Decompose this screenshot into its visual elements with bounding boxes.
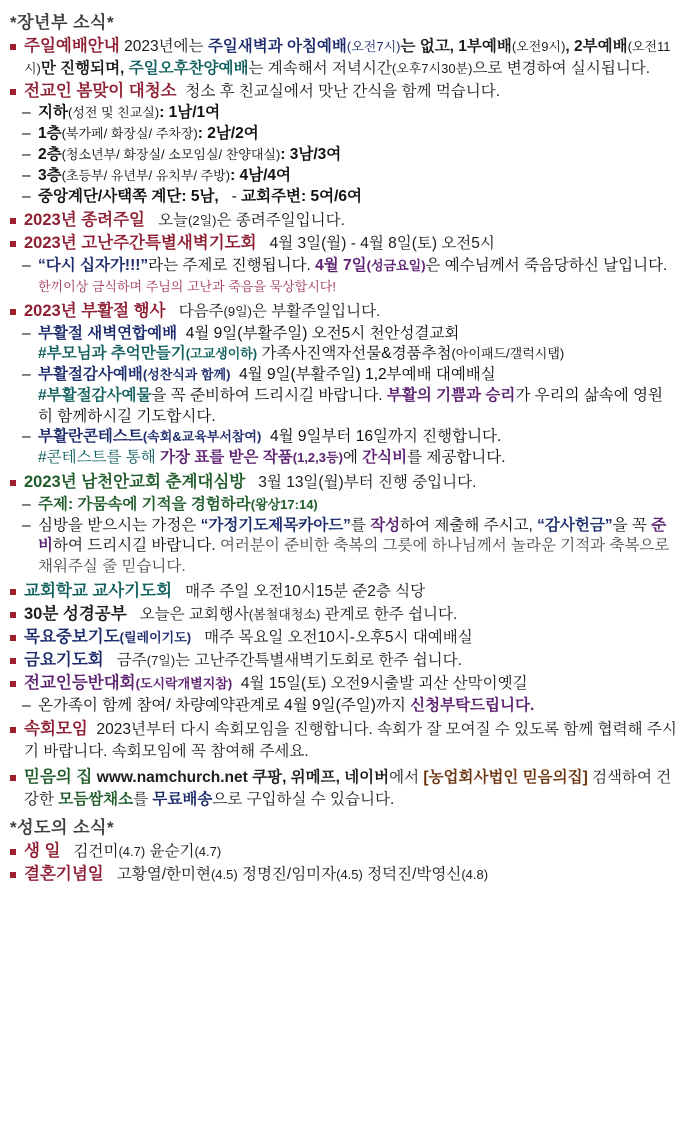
- passion-text-2: 라는 주제로 진행됩니다.: [148, 257, 316, 275]
- square-bullet-icon: [10, 44, 16, 50]
- entry-spring-visitation: [8, 472, 677, 494]
- easter-note-1: #부모님과 추억만들기: [38, 345, 186, 363]
- worship-text-7: (오전11시): [24, 39, 671, 76]
- easter-row-3: [8, 427, 677, 448]
- easter-row-3-note: [8, 448, 677, 469]
- hiking-text-2: 신청부탁드립니다.: [410, 696, 535, 714]
- worship-text-3: (오전7시): [346, 39, 401, 54]
- square-bullet-icon: [10, 681, 16, 687]
- easter-note-4: 에: [342, 449, 363, 467]
- cleaning-row: [8, 103, 677, 124]
- entry-head: 전교인 봄맞이 대청소: [24, 81, 177, 100]
- cleaning-row-label: 2층: [38, 146, 62, 164]
- easter-row-title-paren: (성찬식과 함께): [142, 367, 231, 383]
- worship-text-12: 으로 변경하여 실시됩니다.: [472, 59, 651, 77]
- cleaning-last-label: 중앙계단/사택쪽 계단: [38, 187, 182, 205]
- square-bullet-icon: [10, 849, 16, 855]
- passion-text-3: 4월 7일: [315, 257, 367, 275]
- visit-text-6: “감사헌금”: [537, 516, 613, 534]
- visit-text-2: “가정기도제목카아드”: [200, 516, 351, 534]
- easter-row-title: 부활란콘테스트: [38, 428, 143, 446]
- faith-house-text-7: 무료배송: [152, 790, 213, 808]
- visitation-theme-ref: (왕상17:14): [250, 496, 318, 512]
- entry-faith-house-shop: [8, 767, 677, 811]
- entry-head: 믿음의 집: [24, 768, 93, 787]
- entry-birthdays: [8, 841, 677, 863]
- visit-text-8: 준비: [38, 516, 667, 555]
- passion-text-4: (성금요일): [366, 258, 426, 274]
- hiking-tail: 4월 15일(토) 오전9시출발 괴산 산막이옛길: [240, 674, 528, 692]
- cleaning-row-paren: (초등부/ 유년부/ 유치부/ 주방): [61, 167, 231, 183]
- anniv-name-2: 정명진/임미자: [237, 865, 337, 883]
- worship-text-6: , 2부예배: [565, 38, 628, 55]
- palm-body-3: 은 종려주일입니다.: [216, 212, 345, 230]
- dash-marker: –: [22, 125, 31, 143]
- visit-text-3: 를: [350, 516, 371, 534]
- easter-row-title-paren: (속회&교육부서참여): [142, 429, 262, 445]
- cleaning-row-sep: :: [230, 166, 240, 184]
- bible-study-body-1: 오늘은 교회행사: [139, 605, 249, 623]
- entry-wedding-anniversaries: [8, 864, 677, 886]
- square-bullet-icon: [10, 309, 16, 315]
- cleaning-row-value: 2남/2여: [207, 125, 259, 143]
- easter-note-4: (아이패드/갤럭시탭): [451, 346, 565, 362]
- visitation-theme-label: 주제: 가뭄속에 기적을 경험하라: [38, 495, 251, 513]
- easter-note-2: 가장 표를 받은 작품: [160, 449, 293, 467]
- anniv-name-1: 고황열/한미현: [116, 865, 211, 883]
- cleaning-row-label: 3층: [38, 166, 62, 184]
- entry-thursday-intercession: [8, 627, 677, 649]
- entry-small-group-meeting: [8, 719, 677, 763]
- birthday-date-1: (4.7): [118, 843, 146, 859]
- square-bullet-icon: [10, 727, 16, 733]
- entry-worship-notice: [8, 36, 677, 80]
- hiking-detail: [8, 696, 677, 717]
- cleaning-row-sep: :: [197, 125, 208, 143]
- square-bullet-icon: [10, 89, 16, 95]
- thursday-prayer-body: 매주 목요일 오전10시-오후5시 대예배실: [204, 628, 473, 646]
- easter-row-detail: 4월 9일(부활주일) 1,2부예배 대예배실: [239, 366, 496, 384]
- cleaning-extra-sep: :: [301, 187, 311, 205]
- worship-text-11: (오후7시30분): [391, 60, 473, 76]
- entry-head: 교회학교 교사기도회: [24, 582, 173, 601]
- easter-note-6: 를 제공합니다.: [407, 449, 506, 467]
- entry-head: 30분 성경공부: [24, 604, 127, 623]
- easter-row-2: [8, 365, 677, 386]
- square-bullet-icon: [10, 241, 16, 247]
- cleaning-row-label: 지하: [38, 104, 68, 122]
- visit-text-9: 하여 드리시길 바랍니다.: [52, 537, 220, 555]
- entry-head: 2023년 부활절 행사: [24, 301, 166, 320]
- entry-head: 금요기도회: [24, 650, 104, 669]
- easter-tail-1: 다음주: [178, 302, 224, 320]
- easter-note-2: 을 꼭 준비하여 드리시길 바랍니다.: [151, 386, 387, 404]
- square-bullet-icon: [10, 218, 16, 224]
- easter-row-detail: 4월 9일부터 16일까지 진행합니다.: [269, 428, 502, 446]
- entry-passion-week-prayer: [8, 233, 677, 255]
- birthday-name-1: 김건미: [73, 842, 119, 860]
- cleaning-row-value: 1남/1여: [168, 104, 221, 122]
- passion-text-5: 은 예수님께서 죽음당하신 날입니다.: [425, 257, 668, 275]
- visitation-paragraph: [8, 516, 677, 578]
- cleaning-row-last: [8, 187, 677, 208]
- visit-text-4: 작성: [370, 516, 401, 534]
- entry-head-paren: (릴레이기도): [119, 629, 192, 645]
- cleaning-row-value: 3남/3여: [289, 146, 342, 164]
- easter-row-1-note: [8, 344, 677, 365]
- cleaning-row-sep: :: [159, 104, 169, 122]
- cleaning-row-label: 1층: [38, 125, 62, 143]
- entry-head: 생 일: [24, 841, 61, 860]
- dash-marker: –: [22, 495, 31, 513]
- square-bullet-icon: [10, 658, 16, 664]
- cleaning-row-paren: (청소년부/ 화장실/ 소모임실/ 찬양대실): [61, 147, 281, 163]
- friday-prayer-body-1: 금주: [116, 651, 147, 669]
- entry-teacher-prayer: [8, 581, 677, 603]
- entry-head: 2023년 종려주일: [24, 211, 145, 230]
- easter-note-5: 간식비: [362, 449, 408, 467]
- entry-head: 목요중보기도: [24, 627, 120, 646]
- palm-body-2: (2일): [188, 213, 217, 229]
- dash-marker: –: [22, 146, 31, 164]
- entry-palm-sunday: [8, 210, 677, 232]
- square-bullet-icon: [10, 480, 16, 486]
- visitation-theme: [8, 495, 677, 516]
- easter-note-3: (1,2,3등): [292, 450, 343, 466]
- passion-text-1: “다시 십자가!!!”: [38, 257, 149, 275]
- entry-head: 2023년 남천안교회 춘계대심방: [24, 473, 246, 492]
- section-title-adult-news: *장년부 소식*: [10, 13, 115, 32]
- cleaning-row-sep: :: [280, 146, 290, 164]
- cleaning-row: [8, 166, 677, 187]
- teacher-prayer-body: 매주 주일 오전10시15분 준2층 식당: [185, 583, 426, 601]
- worship-text-10: 는 계속해서 저녁시간: [248, 59, 392, 77]
- anniv-date-3: (4.8): [461, 866, 489, 882]
- easter-row-1: [8, 324, 677, 345]
- birthday-name-2: 윤순기: [145, 842, 195, 860]
- birthday-date-2: (4.7): [194, 843, 222, 859]
- easter-tail-3: 은 부활주일입니다.: [251, 302, 381, 320]
- entry-head: 주일예배안내: [24, 37, 120, 55]
- entry-head: 전교인등반대회: [24, 673, 136, 692]
- palm-body-1: 오늘: [158, 212, 189, 230]
- worship-text-2: 주일새벽과 아침예배: [207, 38, 347, 55]
- cleaning-row: [8, 145, 677, 166]
- faith-house-text-3: [농업회사법인 믿음의집]: [423, 769, 588, 787]
- friday-prayer-body-3: 는 고난주간특별새벽기도회로 한주 쉽니다.: [175, 651, 462, 669]
- hiking-text-1: 온가족이 함께 참여/ 차량예약관계로 4월 9일(주일)까지: [38, 696, 411, 714]
- easter-note-3: 부활의 기쁨과 승리: [386, 386, 516, 404]
- bible-study-body-3: 관계로 한주 쉽니다.: [320, 605, 458, 623]
- dash-marker: –: [22, 366, 31, 384]
- square-bullet-icon: [10, 612, 16, 618]
- anniv-date-2: (4.5): [336, 866, 363, 882]
- easter-row-detail: 4월 9일(부활주일) 오전5시 천안성결교회: [185, 324, 460, 342]
- visit-text-5: 하여 제출해 주시고,: [400, 516, 538, 534]
- square-bullet-icon: [10, 589, 16, 595]
- entry-easter-events: [8, 301, 677, 323]
- easter-note-4: 가 우리의 삶속에 영원히 함께하시길 기도합시다.: [38, 386, 663, 425]
- cleaning-extra-dash: -: [231, 187, 242, 205]
- dash-marker: –: [22, 696, 31, 714]
- cleaning-row-value: 4남/4여: [239, 166, 292, 184]
- faith-house-url[interactable]: www.namchurch.net: [96, 769, 248, 787]
- square-bullet-icon: [10, 775, 16, 781]
- easter-note-1: #부활절감사예물: [38, 386, 152, 404]
- entry-spring-cleaning: [8, 81, 677, 103]
- dash-marker: –: [22, 257, 31, 275]
- entry-friday-prayer: [8, 650, 677, 672]
- anniv-date-1: (4.5): [210, 866, 238, 882]
- faith-house-text-1: 쿠팡, 위메프, 네이버: [247, 769, 390, 787]
- entry-head: 결혼기념일: [24, 864, 104, 883]
- passion-week-detail: [8, 256, 677, 298]
- worship-text-1: 2023년에는: [124, 38, 208, 55]
- cleaning-row: [8, 124, 677, 145]
- easter-row-title: 부활절 새벽연합예배: [38, 324, 178, 342]
- cleaning-row-paren: (북가페/ 화장실/ 주차장): [61, 126, 198, 142]
- easter-note-2: (고교생이하): [185, 346, 258, 362]
- cleaning-extra-label: 교회주변: [241, 187, 302, 205]
- small-group-body: 2023년부터 다시 속회모임을 진행합니다. 속회가 잘 모여질 수 있도록 함께 협력해 주시기 바랍니다. 속회모임에 꼭 참여해 주세요.: [24, 721, 677, 761]
- worship-text-4: 는 없고, 1부예배: [400, 38, 512, 55]
- visit-text-7: 을 꼭: [612, 516, 652, 534]
- easter-row-title: 부활절감사예배: [38, 366, 143, 384]
- bible-study-body-2: (봄철대청소): [248, 606, 321, 622]
- entry-bible-study-30min: [8, 604, 677, 626]
- cleaning-body: 청소 후 친교실에서 맛난 간식을 함께 먹습니다.: [185, 82, 501, 100]
- visit-text-10: 여러분이 준비한 축복의 그릇에 하나님께서 놀라운 기적과 축복으로 채워주실 줄 믿습니다.: [38, 537, 670, 576]
- visitation-tail: 3월 13일(월)부터 진행 중입니다.: [258, 474, 477, 492]
- entry-head: 속회모임: [24, 720, 88, 739]
- passion-head-tail: 4월 3일(월) - 4월 8일(토) 오전5시: [269, 235, 495, 253]
- easter-row-2-note: [8, 386, 677, 428]
- dash-marker: –: [22, 516, 31, 534]
- visit-text-1: 심방을 받으시는 가정은: [38, 516, 201, 534]
- dash-marker: –: [22, 104, 31, 122]
- worship-text-8: 만 진행되며,: [40, 59, 129, 77]
- dash-marker: –: [22, 187, 31, 205]
- square-bullet-icon: [10, 872, 16, 878]
- passion-text-6: 한끼이상 금식하며 주님의 고난과 죽음을 묵상합시다!: [38, 278, 336, 294]
- cleaning-last-sep: :: [181, 187, 191, 205]
- easter-note-3: 가족사진액자선물&경품추첨: [257, 345, 452, 363]
- easter-note-1: #콘테스트를 통해: [38, 449, 161, 467]
- square-bullet-icon: [10, 635, 16, 641]
- section-title-member-news: *성도의 소식*: [10, 817, 115, 837]
- faith-house-text-5: 모듬쌈채소: [58, 790, 134, 808]
- friday-prayer-body-2: (7일): [146, 652, 176, 668]
- dash-marker: –: [22, 166, 31, 184]
- worship-text-5: (오전9시): [511, 39, 566, 54]
- entry-all-church-hiking: [8, 673, 677, 695]
- dash-marker: –: [22, 324, 31, 342]
- faith-house-text-4: 검색하여 건강한: [24, 769, 672, 808]
- entry-head-paren: (도시락개별지참): [135, 675, 233, 691]
- faith-house-text-2: 에서: [389, 769, 424, 787]
- cleaning-last-value: 5남,: [190, 187, 219, 205]
- easter-tail-2: (9일): [223, 303, 252, 319]
- cleaning-extra-value: 5여/6여: [310, 187, 363, 205]
- entry-head: 2023년 고난주간특별새벽기도회: [24, 234, 257, 253]
- faith-house-text-6: 를: [133, 790, 153, 808]
- dash-marker: –: [22, 428, 31, 446]
- anniv-name-3: 정덕진/박영신: [362, 865, 462, 883]
- faith-house-text-8: 으로 구입하실 수 있습니다.: [212, 790, 395, 808]
- cleaning-row-paren: (성전 및 친교실): [67, 105, 160, 121]
- worship-text-9: 주일오후찬양예배: [128, 59, 249, 77]
